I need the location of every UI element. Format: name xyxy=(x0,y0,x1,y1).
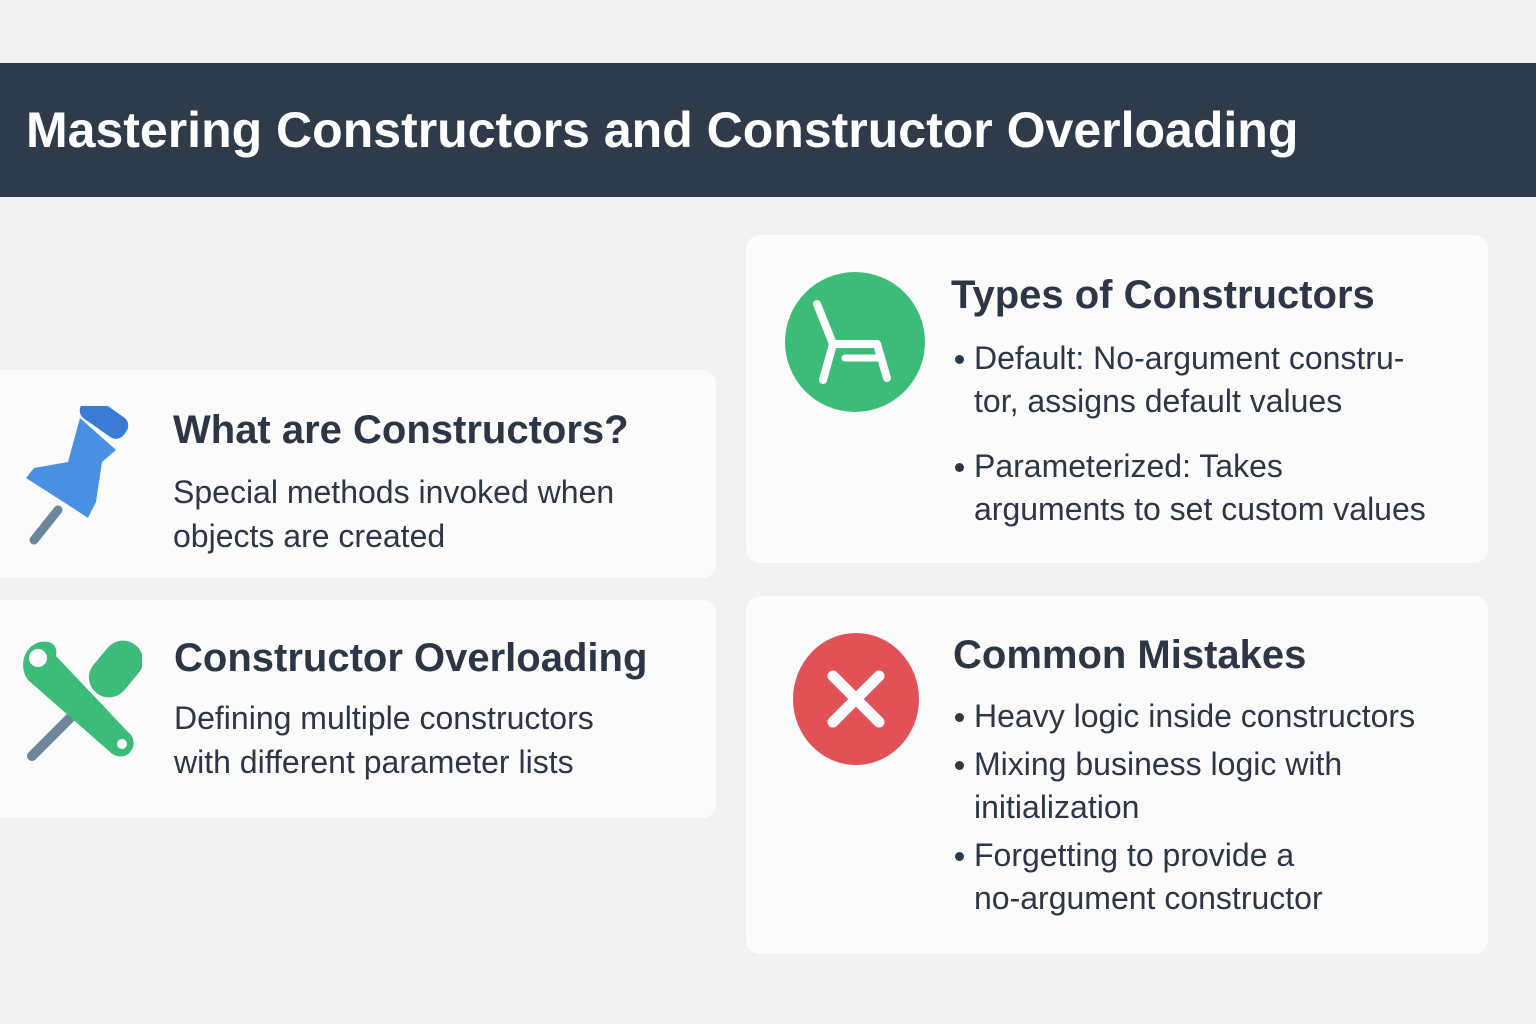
bullet-line: Parameterized: Takes xyxy=(974,448,1283,484)
pushpin-icon xyxy=(20,406,140,548)
desc-line: with different parameter lists xyxy=(174,744,574,780)
card-types-of-constructors xyxy=(746,235,1488,563)
card-description xyxy=(174,696,594,784)
error-x-icon xyxy=(793,633,919,765)
card-title: What are Constructors? xyxy=(173,408,629,452)
page-title: Mastering Constructors and Constructor Overloading xyxy=(26,102,1299,158)
bullet-line: tor, assigns default values xyxy=(974,383,1343,419)
bullet-line: Mixing business logic with xyxy=(974,746,1343,782)
list-item xyxy=(951,445,1426,531)
bullet-list xyxy=(951,337,1426,531)
list-item xyxy=(951,743,1415,829)
desc-line: objects are created xyxy=(173,518,446,554)
title-banner xyxy=(0,63,1536,197)
list-item xyxy=(951,695,1415,738)
card-title: Constructor Overloading xyxy=(174,636,648,680)
desc-line: Special methods invoked when xyxy=(173,474,615,510)
card-what-are-constructors xyxy=(0,370,716,578)
bullet-list xyxy=(951,695,1415,920)
bullet-line: no-argument constructor xyxy=(974,880,1323,916)
wrench-screwdriver-icon xyxy=(18,636,142,766)
bullet-line: Heavy logic inside constructors xyxy=(974,698,1416,734)
card-description xyxy=(173,470,614,558)
card-title: Types of Constructors xyxy=(951,273,1375,317)
card-constructor-overloading xyxy=(0,600,716,818)
bullet-line: initialization xyxy=(974,789,1140,825)
chair-icon xyxy=(785,272,925,412)
bullet-line: arguments to set custom values xyxy=(974,491,1426,527)
list-item xyxy=(951,337,1426,423)
bullet-line: Default: No-argument constru- xyxy=(974,340,1405,376)
desc-line: Defining multiple constructors xyxy=(174,700,594,736)
list-item xyxy=(951,834,1415,920)
card-title: Common Mistakes xyxy=(953,633,1307,677)
bullet-line: Forgetting to provide a xyxy=(974,837,1295,873)
card-common-mistakes xyxy=(746,596,1488,954)
